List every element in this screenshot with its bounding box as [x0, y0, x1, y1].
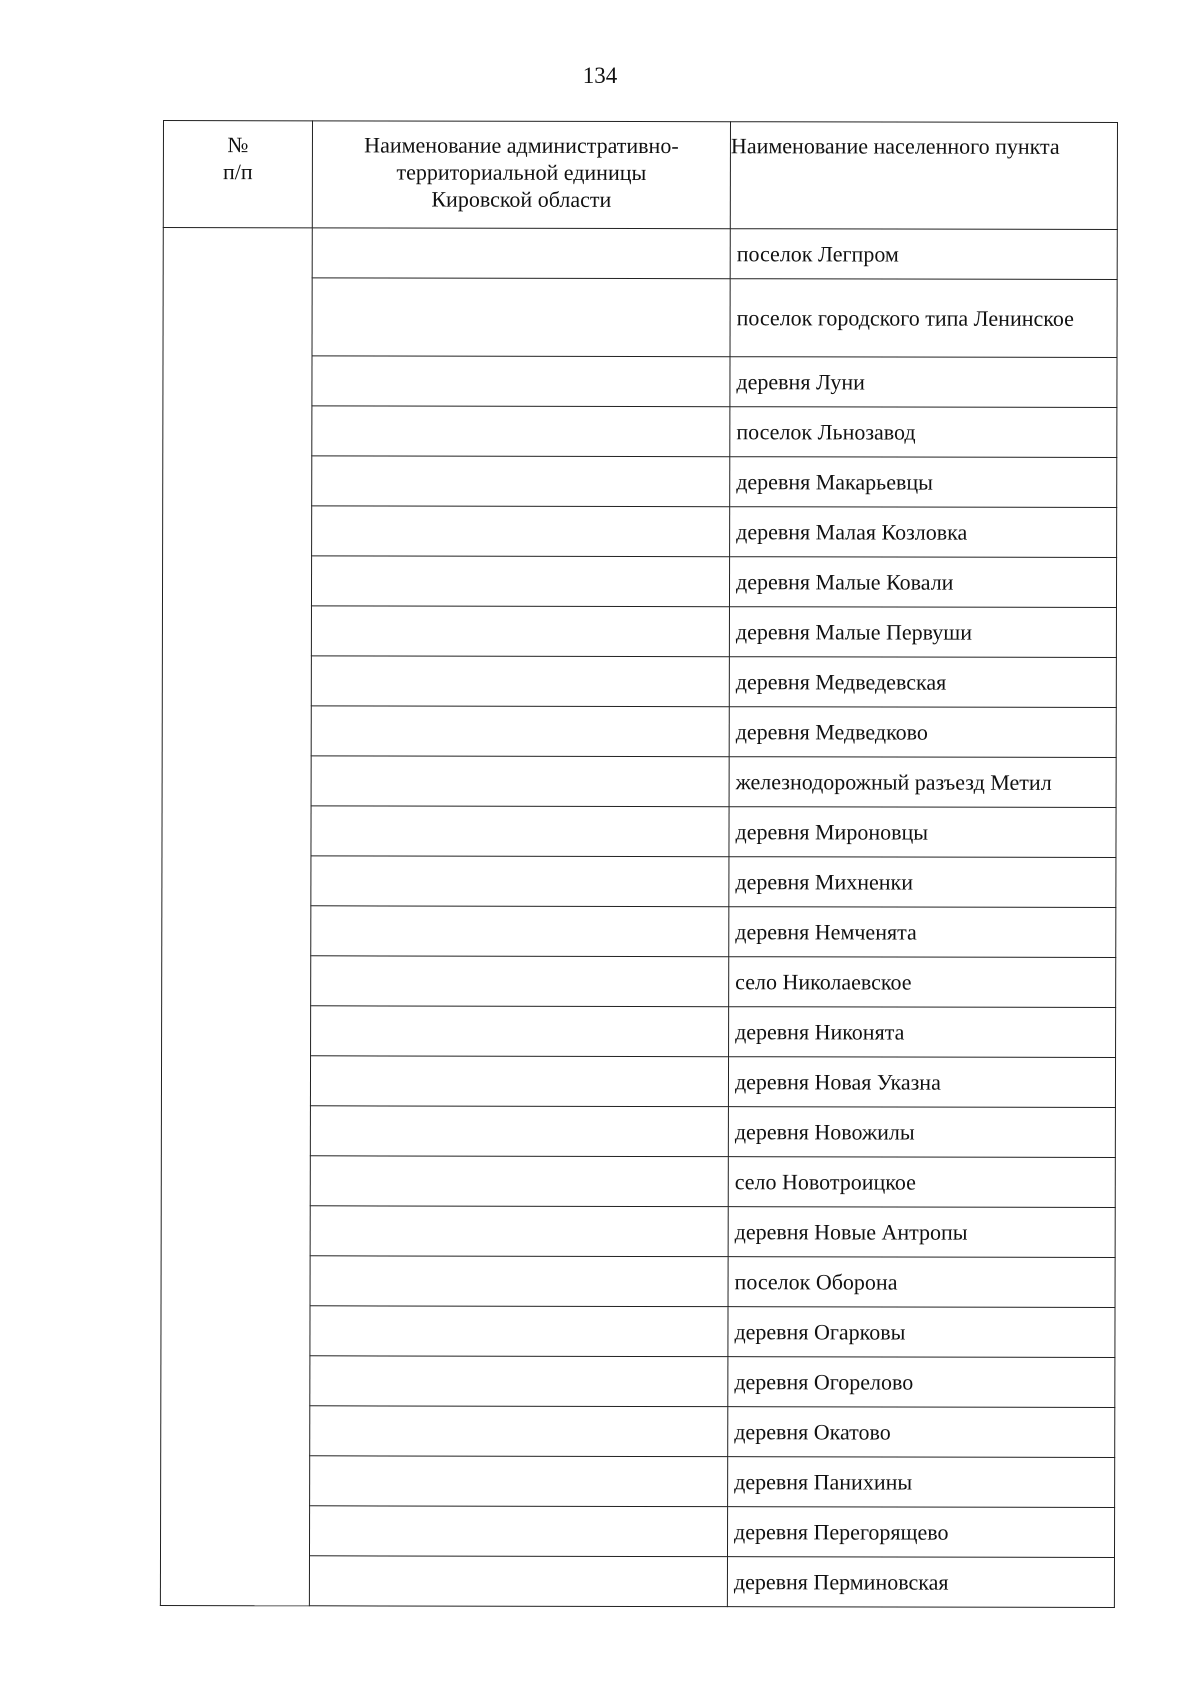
admin-unit-cell [310, 1356, 728, 1407]
settlement-cell: деревня Новожилы [728, 1107, 1115, 1158]
admin-unit-cell [312, 228, 730, 279]
settlement-cell: деревня Новая Указна [728, 1057, 1115, 1108]
settlement-cell: деревня Панихины [728, 1457, 1115, 1508]
admin-unit-cell [311, 856, 729, 907]
settlement-cell: железнодорожный разъезд Метил [729, 757, 1116, 808]
settlement-cell: деревня Макарьевцы [730, 457, 1117, 508]
settlement-cell: деревня Новые Антропы [728, 1207, 1115, 1258]
admin-unit-cell [311, 806, 729, 857]
admin-unit-cell [312, 406, 730, 457]
admin-unit-cell [312, 356, 730, 407]
settlement-cell: деревня Окатово [728, 1407, 1115, 1458]
admin-unit-cell [311, 956, 729, 1007]
admin-unit-cell [310, 1106, 728, 1157]
page-number: 134 [582, 63, 618, 88]
settlement-cell: деревня Огарковы [728, 1307, 1115, 1358]
admin-unit-cell [310, 1206, 728, 1257]
admin-unit-cell [310, 1456, 728, 1507]
admin-unit-cell [312, 456, 730, 507]
admin-unit-cell [311, 656, 729, 707]
settlement-cell: поселок Льнозавод [730, 407, 1117, 458]
admin-unit-cell [311, 906, 729, 957]
settlement-cell: деревня Никонята [729, 1007, 1116, 1058]
settlement-cell: поселок городского типа Ленинское [730, 279, 1117, 358]
admin-unit-cell [309, 1556, 727, 1607]
admin-unit-cell [310, 1056, 728, 1107]
admin-unit-cell [310, 1406, 728, 1457]
settlement-cell: деревня Малые Ковали [729, 557, 1116, 608]
settlement-cell: деревня Медведково [729, 707, 1116, 758]
admin-unit-cell [312, 506, 730, 557]
settlement-cell: деревня Перегорящево [727, 1507, 1114, 1558]
admin-unit-cell [311, 1006, 729, 1057]
header-settlement: Наименование населенного пункта [730, 122, 1117, 230]
table-header [163, 121, 1117, 230]
admin-unit-cell [311, 706, 729, 757]
settlement-cell: деревня Михненки [729, 857, 1116, 908]
settlement-cell: деревня Немченята [729, 907, 1116, 958]
settlement-cell: деревня Малые Первуши [729, 607, 1116, 658]
admin-unit-cell [310, 1306, 728, 1357]
settlement-cell: деревня Мироновцы [729, 807, 1116, 858]
table-body [160, 228, 1117, 1608]
header-number: № п/п [163, 121, 312, 228]
settlement-cell: деревня Перминовская [727, 1557, 1114, 1608]
settlement-cell: деревня Малая Козловка [730, 507, 1117, 558]
header-admin-unit: Наименование административно- территориальной единицы Кировской области [312, 121, 730, 229]
admin-unit-cell [312, 278, 730, 357]
admin-unit-cell [310, 1256, 728, 1307]
number-cell [160, 228, 312, 1606]
settlement-cell: поселок Оборона [728, 1257, 1115, 1308]
admin-unit-cell [311, 606, 729, 657]
table-row [163, 228, 1117, 280]
settlement-cell: поселок Легпром [730, 229, 1117, 280]
admin-unit-cell [309, 1506, 727, 1557]
settlements-table [160, 120, 1118, 1608]
settlement-cell: деревня Луни [730, 357, 1117, 408]
settlement-cell: деревня Огорелово [728, 1357, 1115, 1408]
admin-unit-cell [310, 1156, 728, 1207]
settlement-cell: село Николаевское [729, 957, 1116, 1008]
settlement-cell: деревня Медведевская [729, 657, 1116, 708]
settlement-cell: село Новотроицкое [728, 1157, 1115, 1208]
admin-unit-cell [311, 756, 729, 807]
admin-unit-cell [311, 556, 729, 607]
header-row [163, 121, 1117, 230]
